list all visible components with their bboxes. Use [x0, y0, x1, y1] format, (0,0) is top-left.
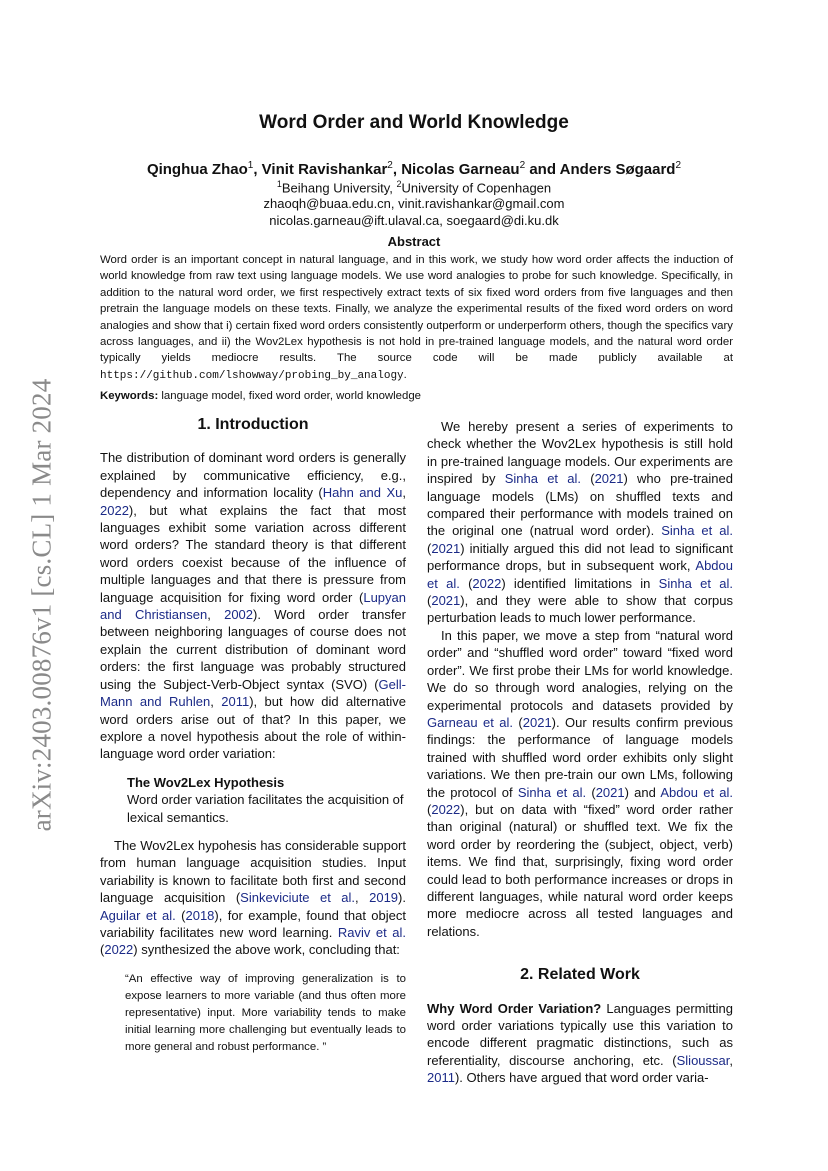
hypothesis-title: The Wov2Lex Hypothesis [127, 774, 285, 790]
body-text: ( [100, 942, 105, 958]
block-quote: “An effective way of improving generalization is to expose learners to more variable (and thus often more representative) input. More variability tends to make initial learning more challenging but eventually leads to more general and robust performance. ” [125, 972, 406, 1053]
body-text: ). Word order transfer between neighboring languages of course does not explain the current distribution of dominant word orders: the first language was probably structured using the Subject-Verb-Object syntax (SVO) ( [100, 607, 406, 692]
author-affiliation-mark: 2 [519, 160, 526, 171]
body-text: ( [427, 593, 432, 609]
right-column [427, 418, 733, 1087]
citation-link[interactable]: 2011 [221, 694, 250, 710]
body-text: ), but how did alternative word orders arise out of that? In this paper, we explore a novel hypothesis about the role of within-language word order variation: [100, 694, 406, 762]
affiliation-mark: 1 [276, 179, 282, 189]
body-text: ( [581, 471, 595, 487]
abstract-text [100, 252, 733, 384]
body-text: Languages permitting word order variations typically use this variation to encode different pragmatic distinctions, such as referentiality, discourse anchoring, etc. ( [427, 1000, 733, 1068]
code-url-link[interactable]: https://github.com/lshowway/probing_by_analogy [100, 369, 404, 382]
intro-paragraph-1 [100, 449, 406, 762]
citation-link[interactable]: Abdou et al. [660, 784, 734, 800]
body-text: ). [398, 890, 406, 906]
citation-link[interactable]: Sinha et al. [658, 575, 733, 591]
citation-link[interactable]: Sinha et al. [661, 523, 733, 539]
body-text: , [207, 607, 225, 623]
author-name: Qinghua Zhao [146, 161, 248, 178]
citation-link[interactable]: 2021 [522, 714, 552, 730]
body-text: ), but what explains the fact that most languages exhibit some variation across different word orders? The standard theory is that different word orders coexist because of the influence of multiple languages and that there is pressure from language acquisition for fixing word order ( [100, 502, 406, 605]
body-text: In this paper, we move a step from “natural word order” and “shuffled word order” toward “fixed word order”. We first probe their LMs for world knowledge. We do so through word analogies, relying on the experimental protocols and datasets provided by [427, 627, 733, 713]
paper-title: Word Order and World Knowledge [259, 112, 569, 133]
abstract-heading: Abstract [387, 234, 441, 249]
citation-link[interactable]: Gell-Mann and Ruhlen [100, 676, 406, 710]
body-text: ), but on data with “fixed” word order rather than original (natural) or shuffled text. We fix the word order by reordering the (subject, object, verb) items. We find that, surprisingly, fixing word order could lead to both performance increases or drops in different languages, while natural word order keeps more mediocre across all tested languages and relations. [427, 801, 733, 939]
citation-link[interactable]: 2022 [100, 502, 129, 518]
body-text: ) initially argued this did not lead to significant performance drops, but in subsequent work, [427, 540, 733, 574]
intro-paragraph-3 [427, 418, 733, 627]
body-text: ) synthesized the above work, concluding that: [133, 942, 400, 958]
author-name: Vinit Ravishankar [261, 161, 388, 178]
abstract-end: . [403, 368, 407, 381]
citation-link[interactable]: Lupyan and Christiansen [100, 589, 406, 623]
body-text: The distribution of dominant word orders is generally explained by communicative efficiency, e.g., dependency and information locality ( [100, 450, 406, 501]
citation-link[interactable]: 2022 [104, 942, 134, 958]
citation-link[interactable]: 2021 [431, 593, 461, 609]
author-name: Anders Søgaard [559, 161, 676, 178]
author-affiliation-mark: 2 [675, 160, 682, 171]
hypothesis-statement: Word order variation facilitates the acquisition of lexical semantics. [127, 792, 404, 825]
affiliations [0, 179, 828, 195]
author-affiliation-mark: 2 [387, 160, 393, 171]
body-text: ), and they were able to show that corpus perturbation leads to much lower performance. [427, 593, 733, 626]
affiliation-name: Beihang University, [281, 180, 397, 196]
citation-link[interactable]: 2022 [472, 575, 502, 591]
paragraph-heading: Why Word Order Variation? [427, 1000, 602, 1016]
body-text: ( [459, 575, 473, 591]
citation-link[interactable]: Sinha et al. [504, 471, 581, 487]
body-text: The Wov2Lex hypohesis has considerable support from human language acquisition studies. Input variability is known to facilitate both first and second language acquisition ( [100, 837, 406, 906]
affiliation-name: University of Copenhagen [401, 180, 552, 196]
citation-link[interactable]: 2021 [594, 471, 624, 487]
intro-paragraph-4 [427, 627, 733, 940]
citation-link[interactable]: Slioussar [676, 1052, 730, 1068]
citation-link[interactable]: 2022 [431, 801, 461, 817]
citation-link[interactable]: Abdou et al. [427, 558, 733, 591]
body-text: ( [513, 714, 523, 730]
body-text: ) and [624, 784, 661, 800]
author-affiliation-mark: 1 [247, 160, 254, 171]
citation-link[interactable]: 2011 [427, 1070, 455, 1086]
intro-paragraph-2 [100, 837, 406, 959]
body-text: ( [175, 907, 186, 923]
author-name: Nicolas Garneau [401, 161, 520, 178]
citation-link[interactable]: Garneau et al. [427, 714, 513, 730]
left-column [100, 416, 407, 1056]
hypothesis-block [127, 774, 406, 826]
affiliation-mark: 2 [396, 179, 402, 189]
keywords-label: Keywords: [100, 390, 159, 402]
section-heading-introduction: 1. Introduction [197, 416, 309, 433]
citation-link[interactable]: 2021 [595, 784, 625, 800]
keywords-text: language model, fixed word order, world knowledge [158, 390, 422, 402]
body-text: , [402, 485, 406, 501]
body-text: ). Others have argued that word order varia- [454, 1070, 709, 1086]
body-text: , [729, 1052, 733, 1068]
body-text: We hereby present a series of experiments to check whether the Wov2Lex hypothesis is still hold in pre-trained language models. Our experiments are inspired by [427, 419, 733, 487]
citation-link[interactable]: Sinkeviciute et al. [240, 890, 356, 906]
body-text: , [355, 890, 370, 906]
citation-link[interactable]: 2002 [224, 607, 254, 623]
body-text: , [210, 694, 222, 710]
abstract-body: Word order is an important concept in natural language, and in this work, we study how word order affects the induction of world knowledge from raw text using language models. We use word analogies to probe for such knowledge. Specifically, in addition to the natural word order, we first respectively extract texts of six fixed word orders from five languages and then pretrain the language models on these texts. Finally, we analyze the experimental results of the fixed word orders on word analogies and show that i) certain fixed word orders consistently outperform or underperform others, though the specifics vary across languages, and ii) the Wov2Lex hypothesis is not hold in pre-trained language models, and the natural word order typically yields mediocre results. The source code will be made publicly available at [100, 254, 733, 365]
body-text: ( [586, 784, 596, 800]
arxiv-identifier-stamp: arXiv:2403.00876v1 [cs.CL] 1 Mar 2024 [26, 378, 57, 832]
body-text: ) identified limitations in [501, 575, 659, 591]
body-text: ) who pre-trained language models (LMs) on shuffled texts and compared their performance with models trained on the original one (natrual word order). [427, 471, 733, 539]
citation-link[interactable]: Sinha et al. [517, 784, 587, 800]
keywords-line [100, 390, 421, 402]
related-work-paragraph [427, 1000, 733, 1087]
body-text: ). Our results confirm previous findings: the performance of language models trained with shuffled word order exhibits only slight variations. We then pre-train our own LMs, following the protocol of [427, 714, 733, 800]
citation-link[interactable]: 2018 [185, 907, 215, 923]
citation-link[interactable]: Hahn and Xu [322, 485, 403, 501]
body-text: ( [427, 801, 432, 817]
body-text: ( [427, 540, 432, 556]
email-line: zhaoqh@buaa.edu.cn, vinit.ravishankar@gmail.com [263, 196, 565, 211]
citation-link[interactable]: 2021 [431, 540, 461, 556]
author-list: Qinghua Zhao$^1$, Vinit Ravishankar$^2$, Nicolas Garneau$^2$ and Anders Søgaard$^2$ [146, 160, 682, 178]
body-text: ), for example, found that object variability facilitates new word learning. [100, 907, 407, 940]
email-line: nicolas.garneau@ift.ulaval.ca, soegaard@di.ku.dk [269, 213, 559, 228]
section-heading-related-work: 2. Related Work [520, 966, 640, 984]
citation-link[interactable]: 2019 [369, 890, 399, 906]
citation-link[interactable]: Raviv et al. [337, 924, 406, 940]
citation-link[interactable]: Aguilar et al. [100, 907, 176, 923]
